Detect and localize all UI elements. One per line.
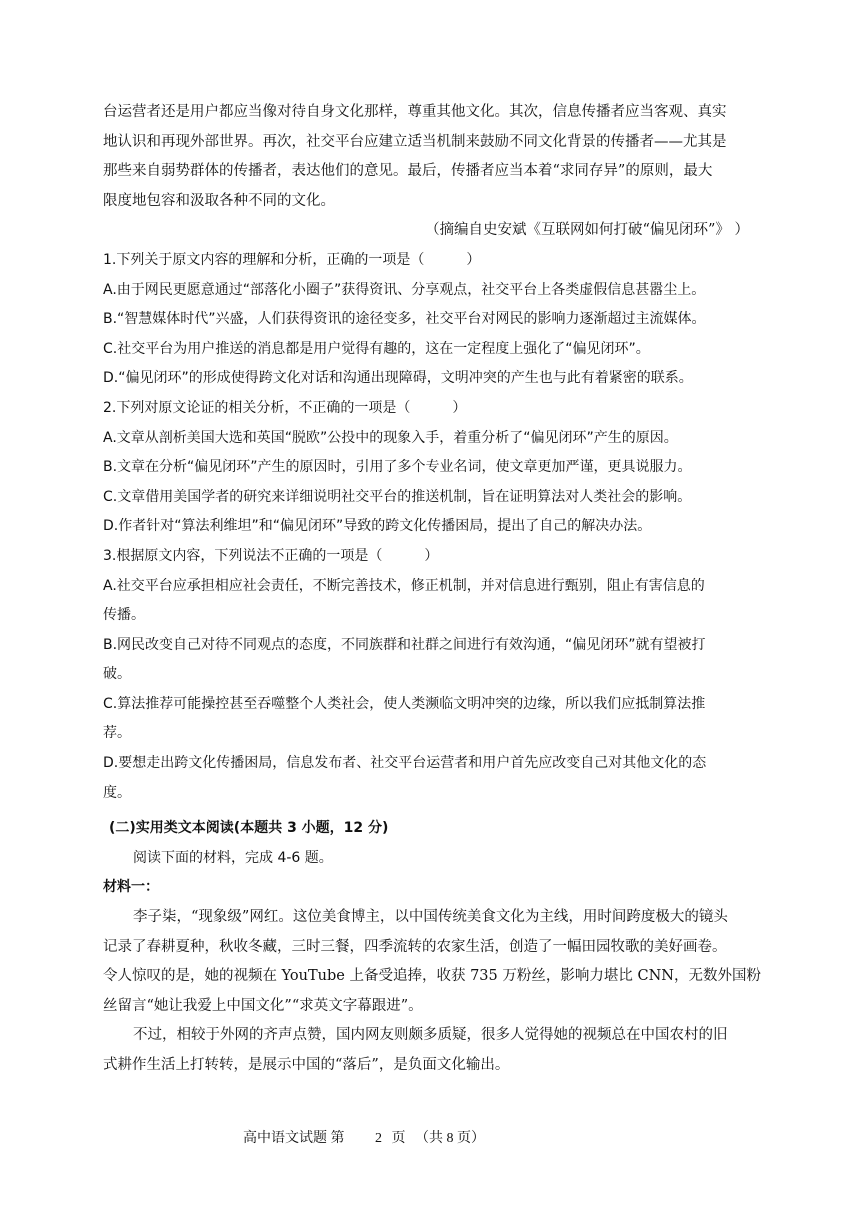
option-d: D.作者针对“算法利维坦”和“偏见闭环”导致的跨文化传播困局，提出了自己的解决办法。 (103, 518, 652, 535)
passage-line: 那些来自弱势群体的传播者，表达他们的意见。最后，传播者应当本着“求同存异”的原则，最大 (103, 163, 713, 180)
option-c-continued: 荐。 (103, 725, 131, 742)
passage-line: 台运营者还是用户都应当像对待自身文化那样，尊重其他文化。其次，信息传播者应当客观、真实 (103, 104, 727, 120)
material-paragraph-1 (103, 903, 763, 1021)
option-a: A.由于网民更愿意通过“部落化小圈子”获得资讯、分享观点，社交平台上各类虚假信息甚嚣尘上。 (103, 281, 706, 298)
section-2 (103, 814, 763, 1080)
option-c: C.算法推荐可能操控甚至吞噬整个人类社会，使人类濒临文明冲突的边缘，所以我们应抵制算法推 (103, 695, 706, 712)
question-1 (103, 246, 763, 394)
footer-prefix: 高中语文试题 第 (243, 1131, 345, 1146)
paragraph-line: 记录了春耕夏种，秋收冬藏，三时三餐，四季流转的农家生活，创造了一幅田园牧歌的美好画卷。 (103, 938, 727, 955)
passage-line: 限度地包容和汲取各种不同的文化。 (103, 192, 335, 209)
option-c: C.文章借用美国学者的研究来详细说明社交平台的推送机制，旨在证明算法对人类社会的影响。 (103, 488, 692, 505)
material-paragraph-2 (103, 1021, 763, 1080)
paragraph-line: 式耕作生活上打转转，是展示中国的“落后”，是负面文化输出。 (103, 1057, 510, 1073)
paragraph-line: 令人惊叹的是，她的视频在 YouTube 上备受追捧，收获 735 万粉丝，影响力堪比 CNN，无数外国粉 (103, 968, 761, 985)
footer-total-pages: （共 8 页） (415, 1131, 485, 1146)
paragraph-line: 不过，相较于外网的齐声点赞，国内网友则颇多质疑，很多人觉得她的视频总在中国农村的旧 (133, 1027, 728, 1044)
paragraph-line: 丝留言“她让我爱上中国文化”“求英文字幕跟进”。 (103, 997, 423, 1014)
option-d: D.要想走出跨文化传播困局，信息发布者、社交平台运营者和用户首先应改变自己对其他文化的态 (103, 755, 707, 772)
question-stem: 3.根据原文内容，下列说法不正确的一项是（ ） (103, 547, 439, 564)
question-stem: 2.下列对原文论证的相关分析，不正确的一项是（ ） (103, 399, 467, 416)
footer-page-unit: 页 (391, 1131, 406, 1146)
paragraph-line: 李子柒，“现象级”网红。这位美食博主，以中国传统美食文化为主线，用时间跨度极大的镜头 (133, 909, 728, 926)
option-a: A.文章从剖析美国大选和英国“脱欧”公投中的现象入手，着重分析了“偏见闭环”产生的原因。 (103, 429, 678, 446)
source-note: （摘编自史安斌《互联网如何打破“偏见闭环”》 ） (425, 222, 749, 239)
passage-line: 地认识和再现外部世界。再次，社交平台应建立适当机制来鼓励不同文化背景的传播者——尤其是 (103, 133, 727, 150)
option-d-continued: 度。 (103, 784, 131, 801)
option-a-continued: 传播。 (103, 607, 145, 624)
option-b-continued: 破。 (103, 666, 131, 683)
option-d: D.“偏见闭环”的形成使得跨文化对话和沟通出现障碍，文明冲突的产生也与此有着紧密的联系。 (103, 370, 693, 387)
question-stem: 1.下列关于原文内容的理解和分析，正确的一项是（ ） (103, 251, 481, 268)
option-b: B.“智慧媒体时代”兴盛，人们获得资讯的途径变多，社交平台对网民的影响力逐渐超过主流媒体。 (103, 311, 706, 328)
page-footer (243, 1127, 485, 1147)
option-c: C.社交平台为用户推送的消息都是用户觉得有趣的，这在一定程度上强化了“偏见闭环”。 (103, 340, 650, 357)
material-label: 材料一： (103, 879, 159, 896)
footer-page-number: 2 (375, 1131, 382, 1146)
section-instruction: 阅读下面的材料，完成 4-6 题。 (133, 849, 333, 866)
exam-page (103, 98, 763, 1081)
option-a: A.社交平台应承担相应社会责任，不断完善技术，修正机制，并对信息进行甄别，阻止有害信息的 (103, 577, 705, 594)
section-heading: (二)实用类文本阅读(本题共 3 小题，12 分) (109, 820, 389, 837)
passage-tail (103, 98, 763, 216)
question-3 (103, 542, 763, 808)
option-b: B.文章在分析“偏见闭环”产生的原因时，引用了多个专业名词，使文章更加严谨，更具说服力。 (103, 459, 692, 476)
option-b: B.网民改变自己对待不同观点的态度，不同族群和社群之间进行有效沟通，“偏见闭环”就有望被打 (103, 636, 706, 653)
question-2 (103, 394, 763, 542)
